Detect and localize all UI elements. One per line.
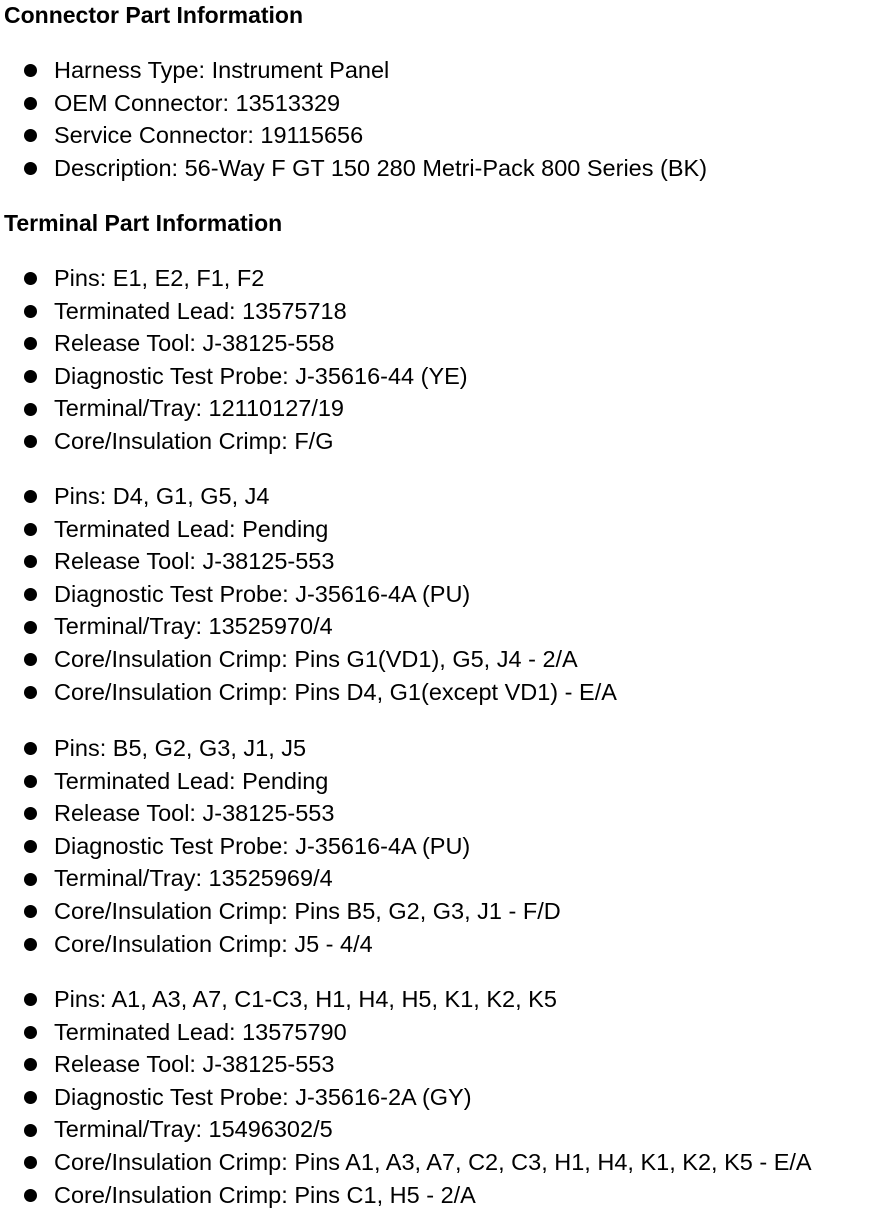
list-item: Release Tool: J-38125-553 [0, 545, 617, 578]
list-item: Release Tool: J-38125-558 [0, 327, 468, 360]
bullet-icon [24, 305, 37, 318]
bullet-icon [24, 403, 37, 416]
bullet-icon [24, 162, 37, 175]
bullet-icon [24, 490, 37, 503]
bullet-icon [24, 1156, 37, 1169]
list-item: Harness Type: Instrument Panel [0, 54, 707, 87]
list-item: Core/Insulation Crimp: F/G [0, 425, 468, 458]
bullet-icon [24, 129, 37, 142]
terminal-group-4 [0, 983, 812, 1211]
list-item: Release Tool: J-38125-553 [0, 1048, 812, 1081]
list-item: Pins: D4, G1, G5, J4 [0, 480, 617, 513]
list-item: Core/Insulation Crimp: Pins B5, G2, G3, J1 - F/D [0, 895, 561, 928]
list-item: Pins: A1, A3, A7, C1-C3, H1, H4, H5, K1, K2, K5 [0, 983, 812, 1016]
list-item: Description: 56-Way F GT 150 280 Metri-Pack 800 Series (BK) [0, 152, 707, 185]
connector-info-list [0, 54, 707, 184]
bullet-icon [24, 555, 37, 568]
terminal-group-1 [0, 262, 468, 458]
list-item: Release Tool: J-38125-553 [0, 797, 561, 830]
bullet-icon [24, 435, 37, 448]
terminal-group-2 [0, 480, 617, 708]
list-item: Pins: E1, E2, F1, F2 [0, 262, 468, 295]
bullet-icon [24, 1091, 37, 1104]
bullet-icon [24, 621, 37, 634]
bullet-icon [24, 1124, 37, 1137]
bullet-icon [24, 523, 37, 536]
bullet-icon [24, 807, 37, 820]
list-item: Core/Insulation Crimp: J5 - 4/4 [0, 928, 561, 961]
bullet-icon [24, 873, 37, 886]
list-item: Core/Insulation Crimp: Pins A1, A3, A7, C2, C3, H1, H4, K1, K2, K5 - E/A [0, 1146, 812, 1179]
list-item: Terminal/Tray: 15496302/5 [0, 1113, 812, 1146]
list-item: Terminated Lead: 13575718 [0, 295, 468, 328]
list-item: Core/Insulation Crimp: Pins D4, G1(except VD1) - E/A [0, 676, 617, 709]
bullet-icon [24, 686, 37, 699]
list-item: Terminated Lead: Pending [0, 513, 617, 546]
bullet-icon [24, 1058, 37, 1071]
terminal-group-3 [0, 732, 561, 960]
list-item: OEM Connector: 13513329 [0, 87, 707, 120]
bullet-icon [24, 905, 37, 918]
list-item: Terminated Lead: 13575790 [0, 1016, 812, 1049]
terminal-part-heading: Terminal Part Information [4, 210, 283, 236]
list-item: Terminated Lead: Pending [0, 765, 561, 798]
bullet-icon [24, 993, 37, 1006]
bullet-icon [24, 840, 37, 853]
list-item: Terminal/Tray: 13525970/4 [0, 610, 617, 643]
bullet-icon [24, 588, 37, 601]
bullet-icon [24, 1026, 37, 1039]
list-item: Diagnostic Test Probe: J-35616-44 (YE) [0, 360, 468, 393]
bullet-icon [24, 272, 37, 285]
list-item: Pins: B5, G2, G3, J1, J5 [0, 732, 561, 765]
connector-part-heading: Connector Part Information [4, 2, 304, 28]
list-item: Core/Insulation Crimp: Pins C1, H5 - 2/A [0, 1179, 812, 1212]
bullet-icon [24, 742, 37, 755]
bullet-icon [24, 64, 37, 77]
bullet-icon [24, 653, 37, 666]
list-item: Diagnostic Test Probe: J-35616-4A (PU) [0, 578, 617, 611]
list-item: Diagnostic Test Probe: J-35616-2A (GY) [0, 1081, 812, 1114]
list-item: Terminal/Tray: 12110127/19 [0, 392, 468, 425]
bullet-icon [24, 775, 37, 788]
bullet-icon [24, 370, 37, 383]
list-item: Diagnostic Test Probe: J-35616-4A (PU) [0, 830, 561, 863]
list-item: Service Connector: 19115656 [0, 119, 707, 152]
bullet-icon [24, 938, 37, 951]
list-item: Core/Insulation Crimp: Pins G1(VD1), G5, J4 - 2/A [0, 643, 617, 676]
bullet-icon [24, 1189, 37, 1202]
bullet-icon [24, 97, 37, 110]
list-item: Terminal/Tray: 13525969/4 [0, 862, 561, 895]
bullet-icon [24, 337, 37, 350]
